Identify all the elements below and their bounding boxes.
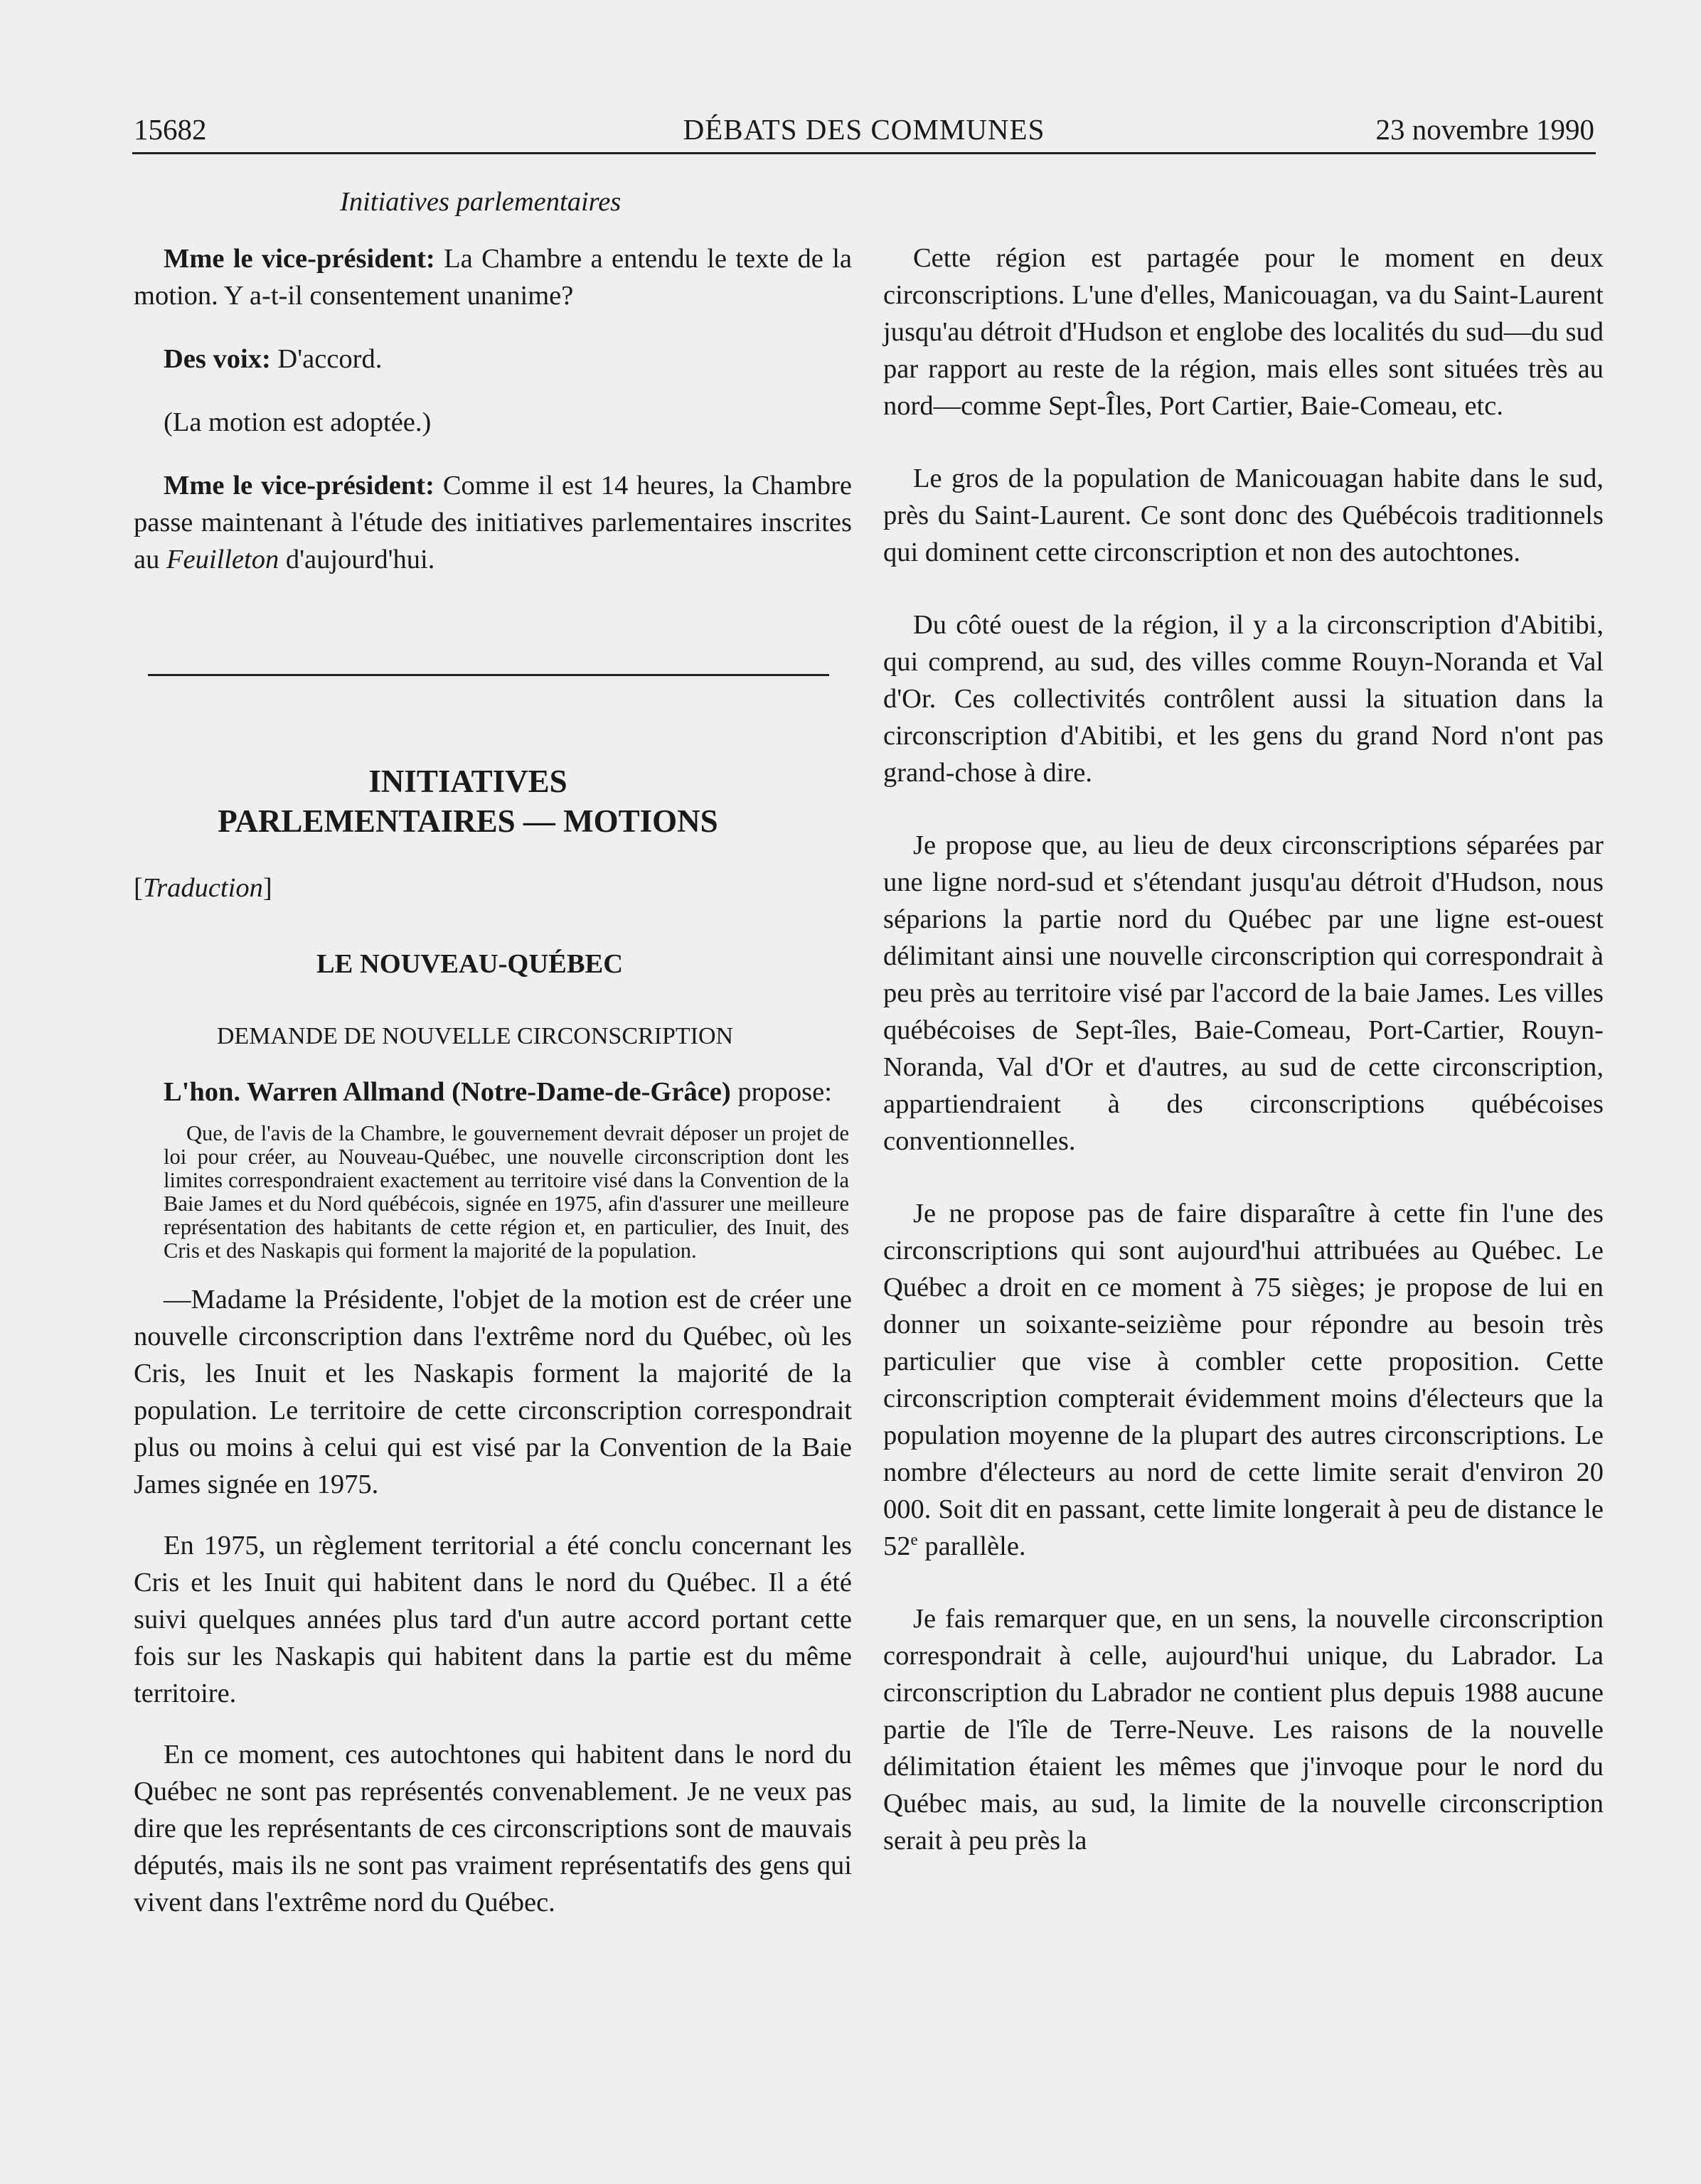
right-column bbox=[883, 240, 1604, 1859]
section-title bbox=[134, 761, 852, 841]
bracket: ] bbox=[262, 873, 272, 903]
speech-text-italic: Feuilleton bbox=[166, 545, 279, 574]
subject-subheading: DEMANDE DE NOUVELLE CIRCONSCRIPTION bbox=[216, 1023, 734, 1049]
section-title-line: INITIATIVES bbox=[368, 764, 567, 799]
body-paragraph: En 1975, un règlement territorial a été conclu concernant les Cris et les Inuit qui habitent dans le nord du Québec. Il a été suivi quelques années plus tard d'un autre accord portant cette fois sur les Naskapis qui habitent dans la partie est du même territoire. bbox=[134, 1531, 852, 1708]
body-paragraph: Cette région est partagée pour le moment en deux circonscriptions. L'une d'elles, Manicouagan, va du Saint-Laurent jusqu'au détroit d'Hudson et englobe des localités du sud—du sud par rapport au reste de la région, mais elles sont situées très au nord—comme Sept-Îles, Port Cartier, Baie-Comeau, etc. bbox=[883, 243, 1604, 421]
body-paragraph: Je fais remarquer que, en un sens, la nouvelle circonscription correspondrait à celle, aujourd'hui unique, du Labrador. La circonscription du Labrador ne contient plus depuis 1988 aucune partie de l'île de Terre-Neuve. Les raisons de la nouvelle délimitation étaient les mêmes que j'invoque pour le nord du Québec mais, au sud, la limite de la nouvelle circonscription serait à peu près la bbox=[883, 1604, 1604, 1856]
left-column bbox=[134, 183, 852, 1921]
publication-title: DÉBATS DES COMMUNES bbox=[683, 113, 1045, 146]
speech-text: d'aujourd'hui. bbox=[279, 545, 435, 574]
procedural-note: (La motion est adoptée.) bbox=[164, 407, 432, 437]
translation-label: Traduction bbox=[142, 873, 263, 903]
translation-note bbox=[134, 869, 852, 906]
speech-paragraph bbox=[134, 240, 852, 314]
motion-text-block bbox=[134, 1122, 852, 1263]
speech-paragraph bbox=[134, 341, 852, 378]
body-paragraph: Du côté ouest de la région, il y a la circonscription d'Abitibi, qui comprend, au sud, des villes comme Rouyn-Noranda et Val d'Or. Ces collectivités contrôlent aussi la situation dans la circonscription d'Abitibi, et les gens du grand Nord n'ont pas grand-chose à dire. bbox=[883, 610, 1604, 788]
speaker-name: Des voix: bbox=[164, 344, 271, 374]
speaker-name: Mme le vice-président: bbox=[164, 471, 434, 500]
mover-paragraph bbox=[134, 1074, 852, 1110]
section-title-line: PARLEMENTAIRES — MOTIONS bbox=[218, 803, 718, 839]
superscript: e bbox=[910, 1530, 918, 1549]
issue-date: 23 novembre 1990 bbox=[1375, 113, 1594, 146]
motion-text: Que, de l'avis de la Chambre, le gouvernement devrait déposer un projet de loi pour créer, au Nouveau-Québec, une nouvelle circonscription dont les limites correspondraient exactement au territoire visé dans la Convention de la Baie James et du Nord québécois, signée en 1975, afin d'assurer une meilleure représentation des habitants de cette région et, en particulier, des Inuit, des Cris et des Naskapis qui forment la majorité de la population. bbox=[164, 1121, 849, 1263]
page-number: 15682 bbox=[134, 113, 207, 146]
body-text: parallèle. bbox=[917, 1531, 1026, 1561]
speech-paragraph bbox=[134, 467, 852, 578]
bracket: [ bbox=[134, 873, 143, 903]
section-rubric: Initiatives parlementaires bbox=[340, 187, 622, 217]
section-separator bbox=[148, 674, 829, 676]
page-header bbox=[134, 108, 1594, 151]
body-paragraph: —Madame la Présidente, l'objet de la motion est de créer une nouvelle circonscription dans l'extrême nord du Québec, où les Cris, les Inuit et les Naskapis forment la majorité de la population. Le territoire de cette circonscription correspondrait plus ou moins à celui qui est visé par la Convention de la Baie James signée en 1975. bbox=[134, 1285, 852, 1499]
body-paragraph: En ce moment, ces autochtones qui habitent dans le nord du Québec ne sont pas représentés convenablement. Je ne veux pas dire que les représentants de ces circonscriptions sont de mauvais députés, mais ils ne sont pas vraiment représentatifs des gens qui vivent dans l'extrême nord du Québec. bbox=[134, 1740, 852, 1917]
mover-text: propose: bbox=[730, 1077, 832, 1107]
speaker-name: Mme le vice-président: bbox=[164, 244, 435, 274]
body-text: Je ne propose pas de faire disparaître à cette fin l'une des circonscriptions qui sont aujourd'hui attribuées au Québec. Le Québec a droit en ce moment à 75 sièges; je propose de lui en donner un soixante-seizième pour répondre au besoin très particulier que vise à combler cette proposition. Cette circonscription compterait évidemment moins d'électeurs que la population moyenne de la plupart des autres circonscriptions. Le nombre d'électeurs au nord de cette limite serait d'environ 20 000. Soit dit en passant, cette limite longerait à peu de distance le 52 bbox=[883, 1199, 1604, 1561]
speech-text: D'accord. bbox=[270, 344, 383, 374]
speech-text: La Chambre a entendu le texte de la motion. Y a-t-il consentement unanime? bbox=[134, 244, 853, 311]
body-paragraph: Le gros de la population de Manicouagan habite dans le sud, près du Saint-Laurent. Ce sont donc des Québécois traditionnels qui dominent cette circonscription et non des autochtones. bbox=[883, 464, 1604, 567]
mover-name: L'hon. Warren Allmand (Notre-Dame-de-Grâce) bbox=[164, 1077, 731, 1107]
body-paragraph bbox=[883, 1195, 1604, 1565]
header-rule bbox=[132, 152, 1596, 154]
speech-text: Comme il est 14 heures, la Chambre passe maintenant à l'étude des initiatives parlementaires inscrites au bbox=[134, 471, 852, 574]
body-paragraph: Je propose que, au lieu de deux circonscriptions séparées par une ligne nord-sud et s'étendant jusqu'au détroit d'Hudson, nous séparions la partie nord du Québec par une ligne est-ouest délimitant ainsi une nouvelle circonscription qui correspondrait à peu près au territoire visé par l'accord de la baie James. Les villes québécoises de Sept-îles, Baie-Comeau, Port-Cartier, Rouyn-Noranda, Val d'Or et d'autres, au sud de cette circonscription, appartiendraient à des circonscriptions québécoises conventionnelles. bbox=[883, 830, 1604, 1156]
subject-heading: LE NOUVEAU-QUÉBEC bbox=[316, 949, 624, 979]
